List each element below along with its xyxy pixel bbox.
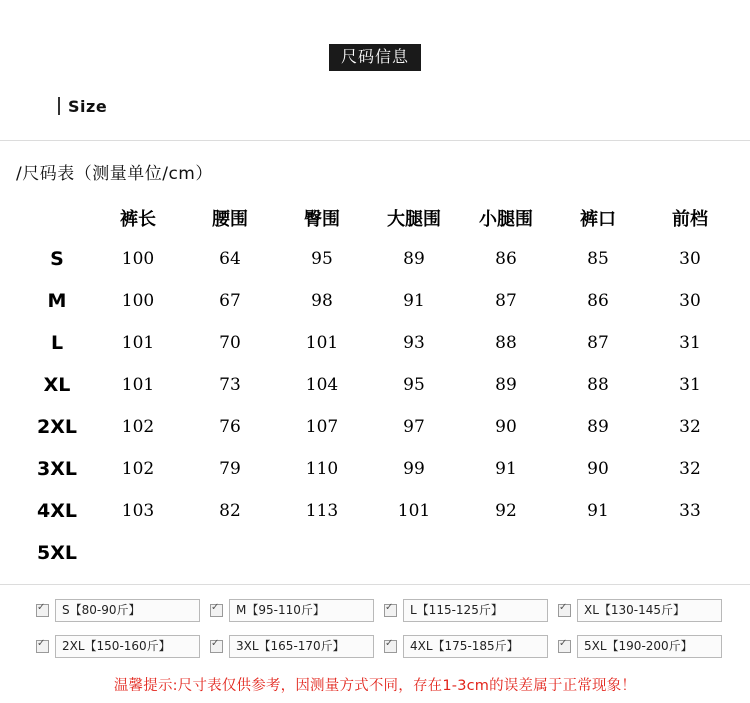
chip-label: L【115-125斤】 <box>403 599 548 622</box>
cell: 31 <box>679 374 701 395</box>
cell: 76 <box>219 416 241 437</box>
cell: 93 <box>403 332 425 353</box>
cell: 101 <box>121 374 155 395</box>
cell: 100 <box>121 290 155 311</box>
cell <box>552 532 644 574</box>
checkbox-icon[interactable] <box>558 640 571 653</box>
column-header-5: 裤口 <box>580 208 616 230</box>
cell: 88 <box>587 374 609 395</box>
chip-label: S【80-90斤】 <box>55 599 200 622</box>
cell: 73 <box>219 374 241 395</box>
cell: 82 <box>219 500 241 521</box>
cell <box>184 532 276 574</box>
table-row <box>22 490 736 532</box>
chip-label: XL【130-145斤】 <box>577 599 722 622</box>
cell: 98 <box>311 290 333 311</box>
cell: 30 <box>679 290 701 311</box>
column-header-0: 裤长 <box>120 208 156 230</box>
page-title-badge: 尺码信息 <box>329 44 421 71</box>
cell <box>644 532 736 574</box>
checkbox-icon[interactable] <box>558 604 571 617</box>
chip-label: 4XL【175-185斤】 <box>403 635 548 658</box>
cell: 95 <box>403 374 425 395</box>
list-item[interactable] <box>558 599 722 622</box>
cell: 104 <box>305 374 339 395</box>
cell: 101 <box>121 332 155 353</box>
table-row <box>22 364 736 406</box>
list-item[interactable] <box>210 635 374 658</box>
cell: 103 <box>121 500 155 521</box>
row-size-label: 3XL <box>37 457 77 480</box>
cell: 79 <box>219 458 241 479</box>
row-size-label: XL <box>43 373 71 396</box>
row-size-label: L <box>50 331 64 354</box>
column-header-6: 前档 <box>672 208 708 230</box>
accent-bar <box>58 97 60 115</box>
cell: 32 <box>679 458 701 479</box>
cell: 67 <box>219 290 241 311</box>
chip-label: 2XL【150-160斤】 <box>55 635 200 658</box>
list-item[interactable] <box>210 599 374 622</box>
cell <box>92 532 184 574</box>
table-caption: /尺码表（测量单位/cm） <box>16 163 213 184</box>
section-label: Size <box>68 96 108 116</box>
divider-top <box>0 140 750 141</box>
cell: 89 <box>403 248 425 269</box>
cell: 101 <box>397 500 431 521</box>
cell: 110 <box>305 458 339 479</box>
chip-label: M【95-110斤】 <box>229 599 374 622</box>
column-header-3: 大腿围 <box>387 208 441 230</box>
cell: 95 <box>311 248 333 269</box>
list-item[interactable] <box>384 599 548 622</box>
table-header-row <box>22 198 736 238</box>
cell: 85 <box>587 248 609 269</box>
row-size-label: 5XL <box>37 541 77 564</box>
divider-bottom <box>0 584 750 585</box>
cell: 91 <box>495 458 517 479</box>
column-header-1: 腰围 <box>212 208 248 230</box>
size-table-head <box>22 198 736 238</box>
cell: 87 <box>495 290 517 311</box>
column-header-4: 小腿围 <box>479 208 533 230</box>
cell: 90 <box>495 416 517 437</box>
cell: 89 <box>587 416 609 437</box>
cell: 100 <box>121 248 155 269</box>
checkbox-icon[interactable] <box>210 604 223 617</box>
cell: 33 <box>679 500 701 521</box>
cell: 87 <box>587 332 609 353</box>
chip-label: 5XL【190-200斤】 <box>577 635 722 658</box>
section-label-row <box>0 97 750 116</box>
table-row <box>22 532 736 574</box>
checkbox-icon[interactable] <box>36 640 49 653</box>
chip-label: 3XL【165-170斤】 <box>229 635 374 658</box>
size-table <box>22 198 736 574</box>
cell: 30 <box>679 248 701 269</box>
cell: 92 <box>495 500 517 521</box>
cell: 107 <box>305 416 339 437</box>
checkbox-icon[interactable] <box>384 640 397 653</box>
cell: 102 <box>121 458 155 479</box>
size-table-wrapper <box>0 198 750 574</box>
weight-range-chip-list <box>0 599 750 658</box>
row-size-label: M <box>47 289 67 312</box>
cell: 102 <box>121 416 155 437</box>
cell: 99 <box>403 458 425 479</box>
cell: 91 <box>403 290 425 311</box>
cell: 86 <box>495 248 517 269</box>
cell: 88 <box>495 332 517 353</box>
row-size-label: 4XL <box>37 499 77 522</box>
row-size-label: 2XL <box>37 415 77 438</box>
cell: 70 <box>219 332 241 353</box>
list-item[interactable] <box>558 635 722 658</box>
checkbox-icon[interactable] <box>384 604 397 617</box>
title-row <box>0 0 750 71</box>
table-row <box>22 238 736 280</box>
table-row <box>22 280 736 322</box>
cell: 89 <box>495 374 517 395</box>
cell <box>368 532 460 574</box>
table-corner-header <box>22 198 92 238</box>
cell: 97 <box>403 416 425 437</box>
size-table-body <box>22 238 736 574</box>
column-header-2: 臀围 <box>304 208 340 230</box>
checkbox-icon[interactable] <box>210 640 223 653</box>
table-row <box>22 448 736 490</box>
checkbox-icon[interactable] <box>36 604 49 617</box>
cell <box>276 532 368 574</box>
cell: 86 <box>587 290 609 311</box>
cell: 91 <box>587 500 609 521</box>
cell: 90 <box>587 458 609 479</box>
table-row <box>22 322 736 364</box>
list-item[interactable] <box>36 635 200 658</box>
cell: 101 <box>305 332 339 353</box>
row-size-label: S <box>50 247 64 270</box>
table-row <box>22 406 736 448</box>
list-item[interactable] <box>384 635 548 658</box>
cell: 32 <box>679 416 701 437</box>
cell: 31 <box>679 332 701 353</box>
cell <box>460 532 552 574</box>
cell: 113 <box>305 500 339 521</box>
cell: 64 <box>219 248 241 269</box>
disclaimer-note: 温馨提示:尺寸表仅供参考，因测量方式不同，存在1-3cm的误差属于正常现象！ <box>113 677 637 694</box>
list-item[interactable] <box>36 599 200 622</box>
